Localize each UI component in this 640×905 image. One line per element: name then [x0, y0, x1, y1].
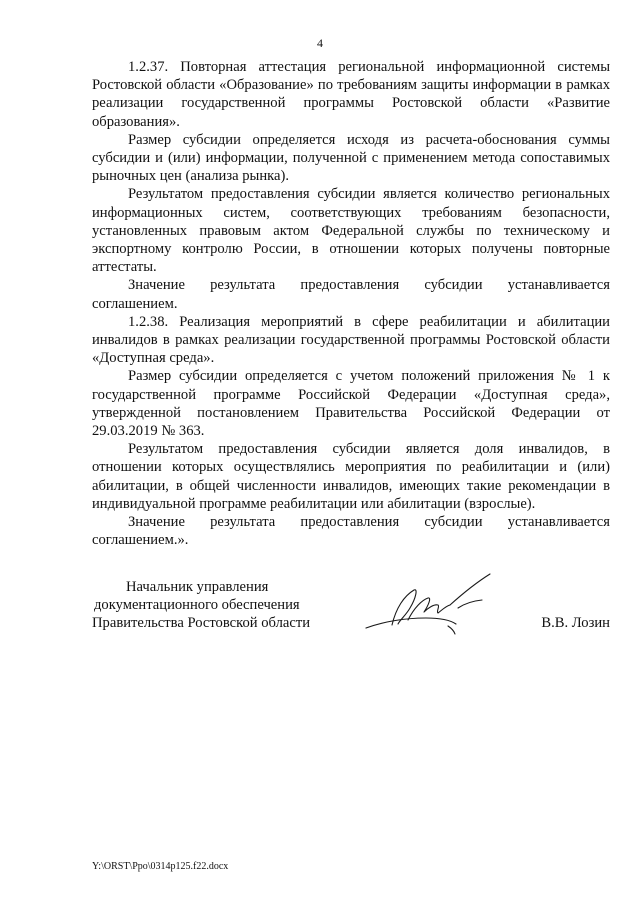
signatory-name: В.В. Лозин [541, 615, 610, 631]
signatory-title-block [92, 578, 332, 633]
page-number: 4 [317, 36, 323, 50]
signatory-title-line-3: Правительства Ростовской области [92, 615, 311, 632]
paragraph-item-1-2-38: 1.2.38. Реализация мероприятий в сфере реабилитации и абилитации инвалидов в рамках реализации государственной программы Ростовской области «Доступная среда». [92, 313, 610, 367]
signatory-title-line-2: документационного обеспечения [94, 597, 300, 614]
signatory-title-line-1: Начальник управления [126, 579, 269, 595]
paragraph-result-value-2: Значение результата предоставления субсидии устанавливается соглашением.». [92, 514, 610, 549]
paragraph-subsidy-size-1: Размер субсидии определяется исходя из расчета-обоснования суммы субсидии и (или) информации, полученной с применением метода сопоставимых рыночных цен (анализа рынка). [92, 131, 610, 185]
document-body [92, 58, 610, 549]
paragraph-subsidy-result-1: Результатом предоставления субсидии является количество региональных информационных систем, соответствующих требованиям безопасности, установленных правовым актом Федеральной службы по техническому и экспортному контролю России, в отношении которых получены повторные аттестаты. [92, 186, 610, 276]
paragraph-result-value-1: Значение результата предоставления субсидии устанавливается соглашением. [92, 277, 610, 312]
footer-file-path: Y:\ORST\Ppo\0314p125.f22.docx [92, 861, 229, 872]
paragraph-subsidy-size-2: Размер субсидии определяется с учетом положений приложения № 1 к государственной программе Российской Федерации «Доступная среда», утвержденной постановлением Правительства Российской Федерации от 29.03.2019 № 363. [92, 368, 610, 440]
paragraph-subsidy-result-2: Результатом предоставления субсидии является доля инвалидов, в отношении которых осуществлялись мероприятия по реабилитации и (или) абилитации, в общей численности инвалидов, имеющих такие рекомендации в индивидуальной программе реабилитации или абилитации (взрослые). [92, 441, 610, 512]
handwritten-signature [352, 568, 502, 640]
paragraph-item-1-2-37: 1.2.37. Повторная аттестация региональной информационной системы Ростовской области «Образование» по требованиям защиты информации в рамках реализации государственной программы Ростовской области «Развитие образования». [92, 59, 610, 130]
